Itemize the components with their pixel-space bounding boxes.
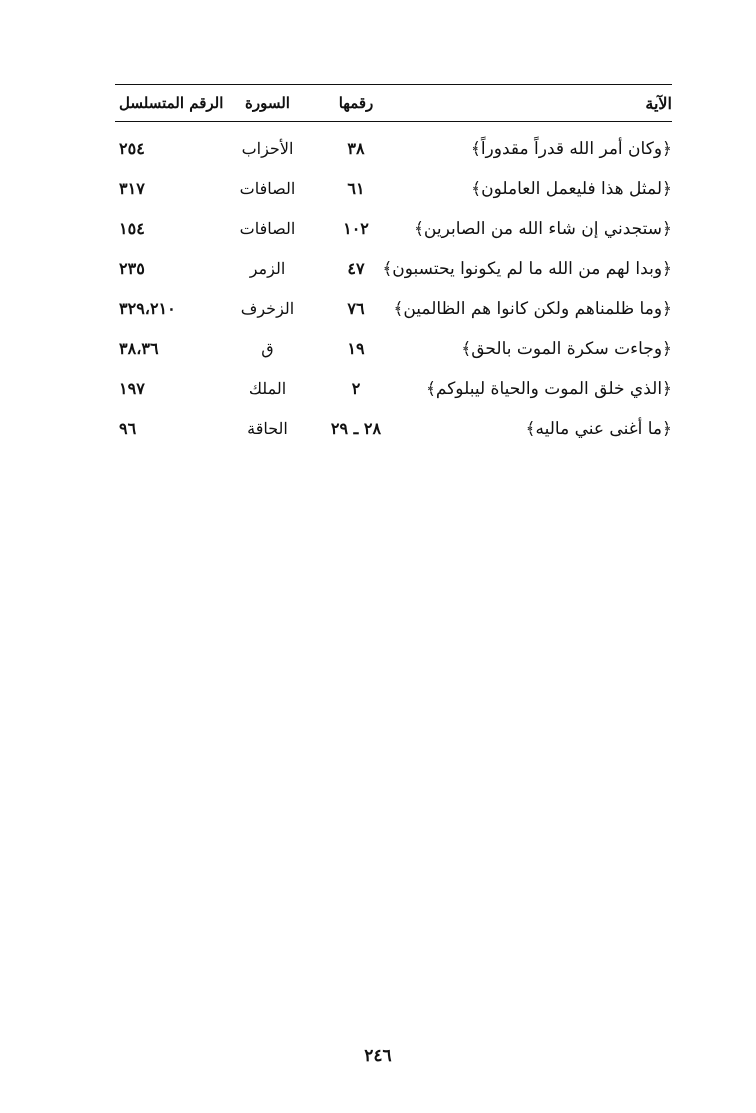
surah-name: الصافات xyxy=(239,178,296,198)
surah-name: الأحزاب xyxy=(241,138,294,158)
table-row xyxy=(115,168,672,208)
surah-name: الزمر xyxy=(249,258,286,278)
verse-text: ﴿لمثل هذا فليعمل العاملون﴾ xyxy=(471,178,672,199)
surah-name: الملك xyxy=(248,378,287,398)
verse-number: ٦١ xyxy=(347,178,365,198)
surah-name: الحاقة xyxy=(247,418,288,438)
verse-number: ٢ xyxy=(351,378,361,398)
serial-number: ١٥٤ xyxy=(119,218,145,238)
header-number: رقمها xyxy=(338,94,374,112)
verse-text: ﴿وما ظلمناهم ولكن كانوا هم الظالمين﴾ xyxy=(393,298,672,319)
verse-number: ١٠٢ xyxy=(343,218,369,238)
verse-text: ﴿وكان أمر الله قدراً مقدوراً﴾ xyxy=(470,138,672,159)
serial-number: ٢٣٥ xyxy=(119,258,145,278)
verse-text: ﴿وجاءت سكرة الموت بالحق﴾ xyxy=(461,338,672,359)
serial-number: ١٩٧ xyxy=(119,378,145,398)
verse-number: ٧٦ xyxy=(347,298,365,318)
table-row xyxy=(115,128,672,168)
table-row xyxy=(115,368,672,408)
page-number: ٢٤٦ xyxy=(364,1046,392,1066)
serial-number: ٣٨،٣٦ xyxy=(119,338,159,358)
serial-number: ٣١٧ xyxy=(119,178,145,198)
table-row xyxy=(115,248,672,288)
header-surah: السورة xyxy=(245,94,290,112)
verse-number: ١٩ xyxy=(347,338,365,358)
table-row xyxy=(115,408,672,448)
table-header xyxy=(115,85,672,121)
serial-number: ٣٢٩،٢١٠ xyxy=(119,298,176,318)
serial-number: ٢٥٤ xyxy=(119,138,145,158)
verse-index-table xyxy=(115,84,672,448)
verse-number: ٢٨ ـ ٢٩ xyxy=(330,418,382,438)
verse-number: ٣٨ xyxy=(347,138,365,158)
table-row xyxy=(115,208,672,248)
surah-name: الصافات xyxy=(239,218,296,238)
verse-number: ٤٧ xyxy=(347,258,365,278)
serial-number: ٩٦ xyxy=(119,418,137,438)
header-verse: الآية xyxy=(645,93,672,113)
verse-text: ﴿وبدا لهم من الله ما لم يكونوا يحتسبون﴾ xyxy=(382,258,672,279)
surah-name: الزخرف xyxy=(240,298,295,318)
verse-text: ﴿ستجدني إن شاء الله من الصابرين﴾ xyxy=(413,218,672,239)
table-row xyxy=(115,288,672,328)
surah-name: ق xyxy=(261,338,274,358)
table-body xyxy=(115,122,672,448)
table-row xyxy=(115,328,672,368)
verse-text: ﴿الذي خلق الموت والحياة ليبلوكم﴾ xyxy=(425,378,672,399)
verse-text: ﴿ما أغنى عني ماليه﴾ xyxy=(525,418,672,439)
header-serial: الرقم المتسلسل xyxy=(119,94,224,112)
